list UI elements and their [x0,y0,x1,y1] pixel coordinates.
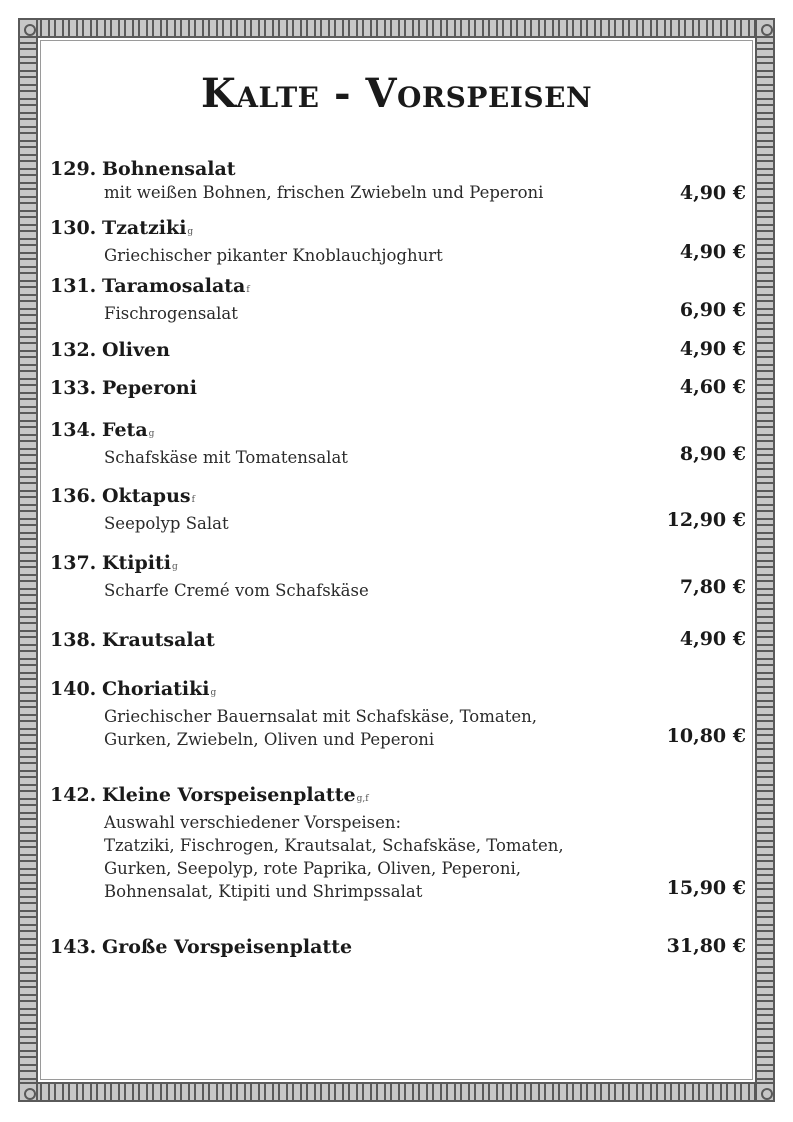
menu-item-number: 137. [50,552,97,574]
menu-item [50,551,750,602]
menu-item [50,338,750,362]
menu-item-header [50,935,750,959]
menu-item [50,628,750,652]
corner-ornament-icon [18,1082,38,1102]
menu-item-header [50,677,750,705]
menu-item-header [50,628,750,652]
menu-item-name: Ktipiti [102,552,172,574]
greek-key-border-bottom [18,1082,775,1102]
menu-item-description: Schafskäse mit Tomatensalat [104,448,348,467]
menu-item-description: Auswahl verschiedener Vorspeisen: [104,813,402,832]
menu-item-description: Gurken, Zwiebeln, Oliven und Peperoni [104,730,435,749]
greek-key-border-right [755,18,775,1102]
menu-item [50,274,750,325]
menu-item-price: 6,90 € [679,299,746,321]
menu-item-number: 131. [50,275,97,297]
allergen-marker: f [191,495,195,505]
menu-item [50,484,750,535]
corner-ornament-icon [755,18,775,38]
menu-item-header [50,157,750,181]
menu-item-number: 133. [50,377,97,399]
allergen-marker: g,f [356,794,369,804]
menu-item-description: Seepolyp Salat [104,514,229,533]
menu-item-number: 138. [50,629,97,651]
menu-item-header [50,274,750,302]
greek-key-border-top [18,18,775,38]
menu-item-name: Kleine Vorspeisenplatte [102,784,356,806]
menu-item-header [50,418,750,446]
allergen-marker: f [246,285,250,295]
menu-item-description: Griechischer Bauernsalat mit Schafskäse, Tomaten, [104,707,537,726]
menu-item-header [50,216,750,244]
menu-item-price: 15,90 € [666,877,746,899]
menu-item-description: Griechischer pikanter Knoblauchjoghurt [104,246,443,265]
allergen-marker: g [187,227,194,237]
menu-item-price: 4,90 € [679,241,746,263]
menu-item-number: 142. [50,784,97,806]
menu-item-header [50,783,750,811]
menu-item-header [50,338,750,362]
menu-item-number: 130. [50,217,97,239]
menu-item-price: 10,80 € [666,725,746,747]
menu-item [50,216,750,267]
menu-item-header [50,376,750,400]
menu-item-price: 12,90 € [666,509,746,531]
menu-item-name: Krautsalat [102,629,215,651]
menu-item-description: Scharfe Cremé vom Schafskäse [104,581,369,600]
menu-item-price: 4,90 € [679,338,746,360]
corner-ornament-icon [755,1082,775,1102]
menu-item-name: Choriatiki [102,678,210,700]
corner-ornament-icon [18,18,38,38]
menu-item-description: Gurken, Seepolyp, rote Paprika, Oliven, Peperoni, [104,859,521,878]
menu-item-number: 143. [50,936,97,958]
menu-item-price: 8,90 € [679,443,746,465]
menu-item-name: Peperoni [102,377,197,399]
menu-item [50,677,750,751]
menu-item-price: 7,80 € [679,576,746,598]
menu-item-name: Tzatziki [102,217,187,239]
menu-item-description: Fischrogensalat [104,304,238,323]
menu-item-header [50,551,750,579]
menu-item-name: Große Vorspeisenplatte [102,936,353,958]
allergen-marker: g [172,562,178,572]
menu-item-number: 136. [50,485,97,507]
menu-item [50,935,750,959]
menu-item-price: 4,90 € [679,628,746,650]
menu-item-number: 134. [50,419,97,441]
menu-item-price: 31,80 € [666,935,746,957]
menu-item-name: Feta [102,419,148,441]
menu-item [50,783,750,903]
menu-item-number: 140. [50,678,97,700]
menu-item-description: Bohnensalat, Ktipiti und Shrimpssalat [104,882,423,901]
menu-item-name: Oktapus [102,485,191,507]
menu-item-number: 129. [50,158,97,180]
allergen-marker: g [210,688,217,698]
menu-item-name: Oliven [102,339,170,361]
greek-key-border-left [18,18,38,1102]
menu-item-price: 4,60 € [679,376,746,398]
menu-item [50,418,750,469]
menu-item [50,376,750,400]
page-title: Kalte - Vorspeisen [200,70,593,117]
menu-item-description: mit weißen Bohnen, frischen Zwiebeln und Peperoni [104,183,544,202]
menu-item-header [50,484,750,512]
menu-item-description: Tzatziki, Fischrogen, Krautsalat, Schafskäse, Tomaten, [104,836,564,855]
menu-item [50,157,750,204]
allergen-marker: g [148,429,155,439]
menu-item-price: 4,90 € [679,182,746,204]
menu-item-number: 132. [50,339,97,361]
menu-item-name: Bohnensalat [102,158,236,180]
menu-item-name: Taramosalata [102,275,246,297]
